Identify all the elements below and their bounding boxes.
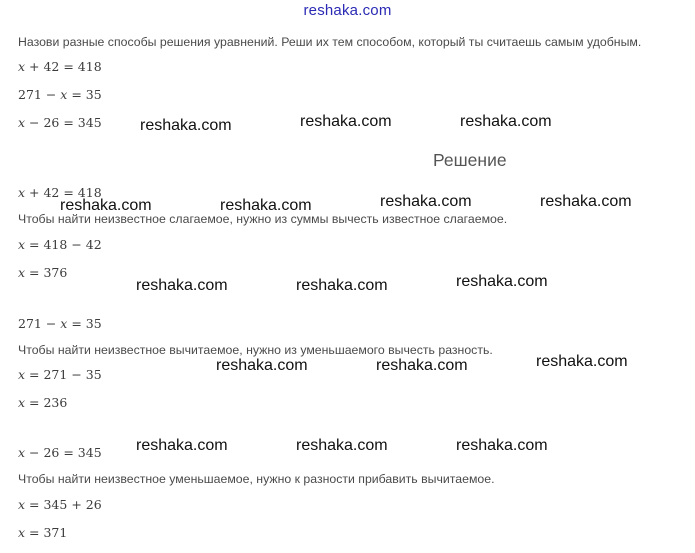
solution-3-rule: Чтобы найти неизвестное уменьшаемое, нужно к разности прибавить вычитаемое.	[18, 472, 495, 486]
equation-rest: = 371	[25, 525, 68, 540]
equation-variable: x	[18, 497, 26, 512]
watermark: reshaka.com	[456, 273, 548, 290]
equation-rest: + 42 = 418	[25, 59, 102, 74]
solution-2-step-1	[18, 367, 102, 382]
equation-rest: − 26 = 345	[25, 115, 102, 130]
equation-rest: = 345 + 26	[25, 497, 102, 512]
equation-variable: x	[18, 185, 26, 200]
site-header-link[interactable]: reshaka.com	[303, 2, 392, 19]
watermark: reshaka.com	[456, 437, 548, 454]
equation-prefix: 271 −	[18, 87, 61, 102]
watermark: reshaka.com	[300, 113, 392, 130]
solution-3-step-2	[18, 525, 67, 540]
equation-variable: x	[18, 395, 26, 410]
watermark: reshaka.com	[380, 193, 472, 210]
watermark: reshaka.com	[140, 117, 232, 134]
watermark: reshaka.com	[296, 277, 388, 294]
equation-rest: = 35	[67, 316, 102, 331]
equation-rest: = 271 − 35	[25, 367, 102, 382]
equation-variable: x	[18, 115, 26, 130]
watermark: reshaka.com	[296, 437, 388, 454]
equation-variable: x	[60, 87, 68, 102]
solution-3-step-1	[18, 497, 102, 512]
equation-prefix: 271 −	[18, 316, 61, 331]
task-equation-1	[18, 59, 102, 74]
equation-variable: x	[18, 237, 26, 252]
solution-1-step-1	[18, 237, 102, 252]
equation-rest: = 418 − 42	[25, 237, 102, 252]
watermark: reshaka.com	[60, 197, 152, 214]
equation-rest: = 35	[67, 87, 102, 102]
solution-2-step-2	[18, 395, 67, 410]
solution-3-equation	[18, 445, 102, 460]
solution-1-rule: Чтобы найти неизвестное слагаемое, нужно из суммы вычесть известное слагаемое.	[18, 212, 508, 226]
equation-rest: − 26 = 345	[25, 445, 102, 460]
watermark: reshaka.com	[536, 353, 628, 370]
equation-variable: x	[18, 59, 26, 74]
watermark: reshaka.com	[216, 357, 308, 374]
equation-variable: x	[18, 445, 26, 460]
task-text: Назови разные способы решения уравнений. Реши их тем способом, который ты считаешь самым удобным.	[18, 35, 642, 49]
equation-rest: + 42 = 418	[25, 185, 102, 200]
watermark: reshaka.com	[460, 113, 552, 130]
watermark: reshaka.com	[136, 277, 228, 294]
watermark: reshaka.com	[220, 197, 312, 214]
equation-variable: x	[18, 367, 26, 382]
equation-variable: x	[60, 316, 68, 331]
equation-variable: x	[18, 265, 26, 280]
equation-rest: = 236	[25, 395, 68, 410]
watermark: reshaka.com	[540, 193, 632, 210]
task-equation-3	[18, 115, 102, 130]
solution-title: Решение	[433, 150, 507, 170]
task-equation-2	[18, 87, 102, 102]
watermark: reshaka.com	[136, 437, 228, 454]
solution-2-rule: Чтобы найти неизвестное вычитаемое, нужно из уменьшаемого вычесть разность.	[18, 343, 493, 357]
equation-rest: = 376	[25, 265, 68, 280]
equation-variable: x	[18, 525, 26, 540]
solution-1-step-2	[18, 265, 67, 280]
solution-2-equation	[18, 316, 102, 331]
watermark: reshaka.com	[376, 357, 468, 374]
